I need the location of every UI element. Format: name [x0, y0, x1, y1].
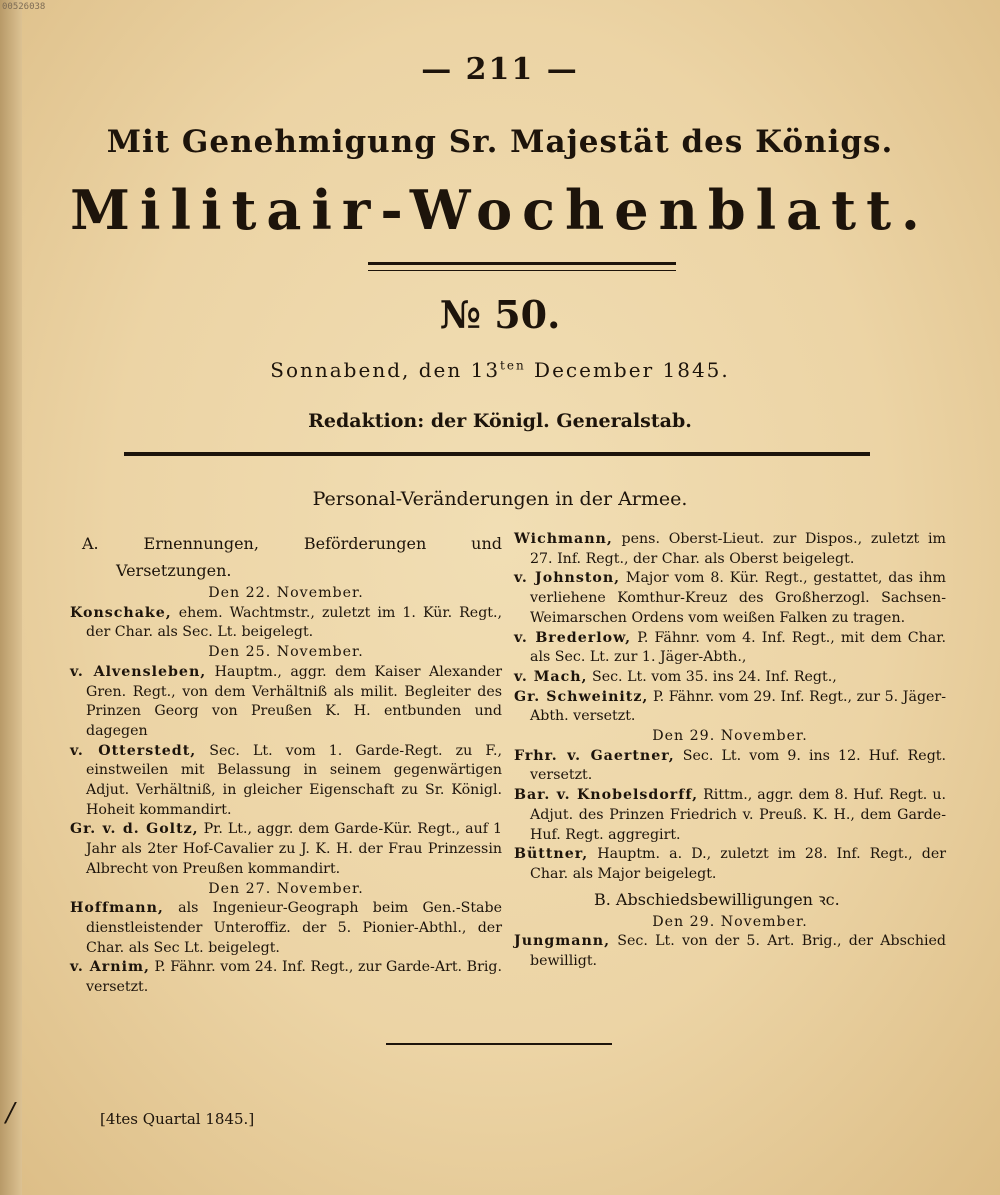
entry: v. Otterstedt, Sec. Lt. vom 1. Garde-Regt. zu F., einstweilen mit Belassung in seinem gegenwärtigen Adjut. Verhältniß, in gleicher Eigenschaft zu Sr. Königl. Hoheit kommandirt. [70, 742, 502, 818]
heading-a: A. Ernennungen, Beförderungen und Versetzungen. [82, 534, 502, 580]
right-column [514, 530, 946, 972]
date-heading: Den 27. November. [208, 880, 364, 897]
margin-mark: / [6, 1098, 15, 1128]
masthead-title: Militair-Wochenblatt. [70, 178, 930, 242]
entry: Wichmann, pens. Oberst-Lieut. zur Dispos., zuletzt im 27. Inf. Regt., der Char. als Oberst beigelegt. [514, 531, 946, 567]
entry: v. Johnston, Major vom 8. Kür. Regt., gestattet, das ihm verliehene Komthur-Kreuz des Großherzogl. Sachsen-Weimarschen Ordens vom weißen Falken zu tragen. [514, 570, 946, 626]
date-heading: Den 25. November. [208, 644, 364, 661]
end-rule [386, 1043, 612, 1045]
entry: v. Alvensleben, Hauptm., aggr. dem Kaiser Alexander Gren. Regt., von dem Verhältniß als milit. Begleiter des Prinzen Georg von Preußen K. H. entbunden und dagegen [70, 663, 503, 739]
issue-number: № 50. [439, 292, 561, 337]
page-number: — 211 — [421, 52, 579, 87]
date-heading: Den 29. November. [652, 728, 808, 745]
entry: Jungmann, Sec. Lt. von der 5. Art. Brig., der Abschied bewilligt. [514, 933, 946, 970]
entry: Büttner, Hauptm. a. D., zuletzt im 28. Inf. Regt., der Char. als Major beigelegt. [514, 846, 946, 882]
date-heading: Den 22. November. [208, 585, 364, 601]
issue-date: Sonnabend, den $13^{ten}$ December 1845. [270, 358, 730, 382]
entry: v. Brederlow, P. Fähnr. vom 4. Inf. Regt., mit dem Char. als Sec. Lt. zur 1. Jäger-Abth., [514, 629, 946, 666]
heading-b: B. Abschiedsbewilligungen ꝛc. [594, 889, 840, 909]
entry: Frhr. v. Gaertner, Sec. Lt. vom 9. ins 12. Huf. Regt. versetzt. [514, 747, 946, 784]
left-column [70, 530, 502, 998]
masthead-rule [368, 262, 676, 271]
entry: Konschake, ehem. Wachtmstr., zuletzt im 1. Kür. Regt., der Char. als Sec. Lt. beigelegt. [70, 604, 502, 641]
header-rule [124, 452, 870, 461]
date-heading: Den 29. November. [652, 913, 808, 930]
scan-id: 00526038 [2, 2, 46, 12]
entry: Bar. v. Knobelsdorff, Rittm., aggr. dem 8. Huf. Regt. u. Adjut. des Prinzen Friedrich v. Preuß. K. H., dem Garde-Huf. Regt. aggregirt. [514, 787, 946, 843]
redaction-line: Redaktion: der Königl. Generalstab. [308, 410, 692, 432]
entry: Gr. Schweinitz, P. Fähnr. vom 29. Inf. Regt., zur 5. Jäger-Abth. versetzt. [514, 688, 946, 725]
quarter-footer: [4tes Quartal 1845.] [100, 1110, 255, 1128]
entry: Gr. v. d. Goltz, Pr. Lt., aggr. dem Garde-Kür. Regt., auf 1 Jahr als 2ter Hof-Cavalier zu J. K. H. der Frau Prinzessin Albrecht von Preußen kommandirt. [70, 821, 502, 877]
entry: v. Mach, Sec. Lt. vom 35. ins 24. Inf. Regt., [514, 668, 837, 685]
section-title: Personal-Veränderungen in der Armee. [312, 488, 688, 510]
royal-sanction-line: Mit Genehmigung Sr. Majestät des Königs. [106, 124, 894, 160]
entry: Hoffmann, als Ingenieur-Geograph beim Gen.-Stabe dienstleistender Unteroffiz. der 5. Pionier-Abthl., der Char. als Sec Lt. beigelegt. [70, 900, 502, 956]
entry: v. Arnim, P. Fähnr. vom 24. Inf. Regt., zur Garde-Art. Brig. versetzt. [70, 959, 502, 996]
